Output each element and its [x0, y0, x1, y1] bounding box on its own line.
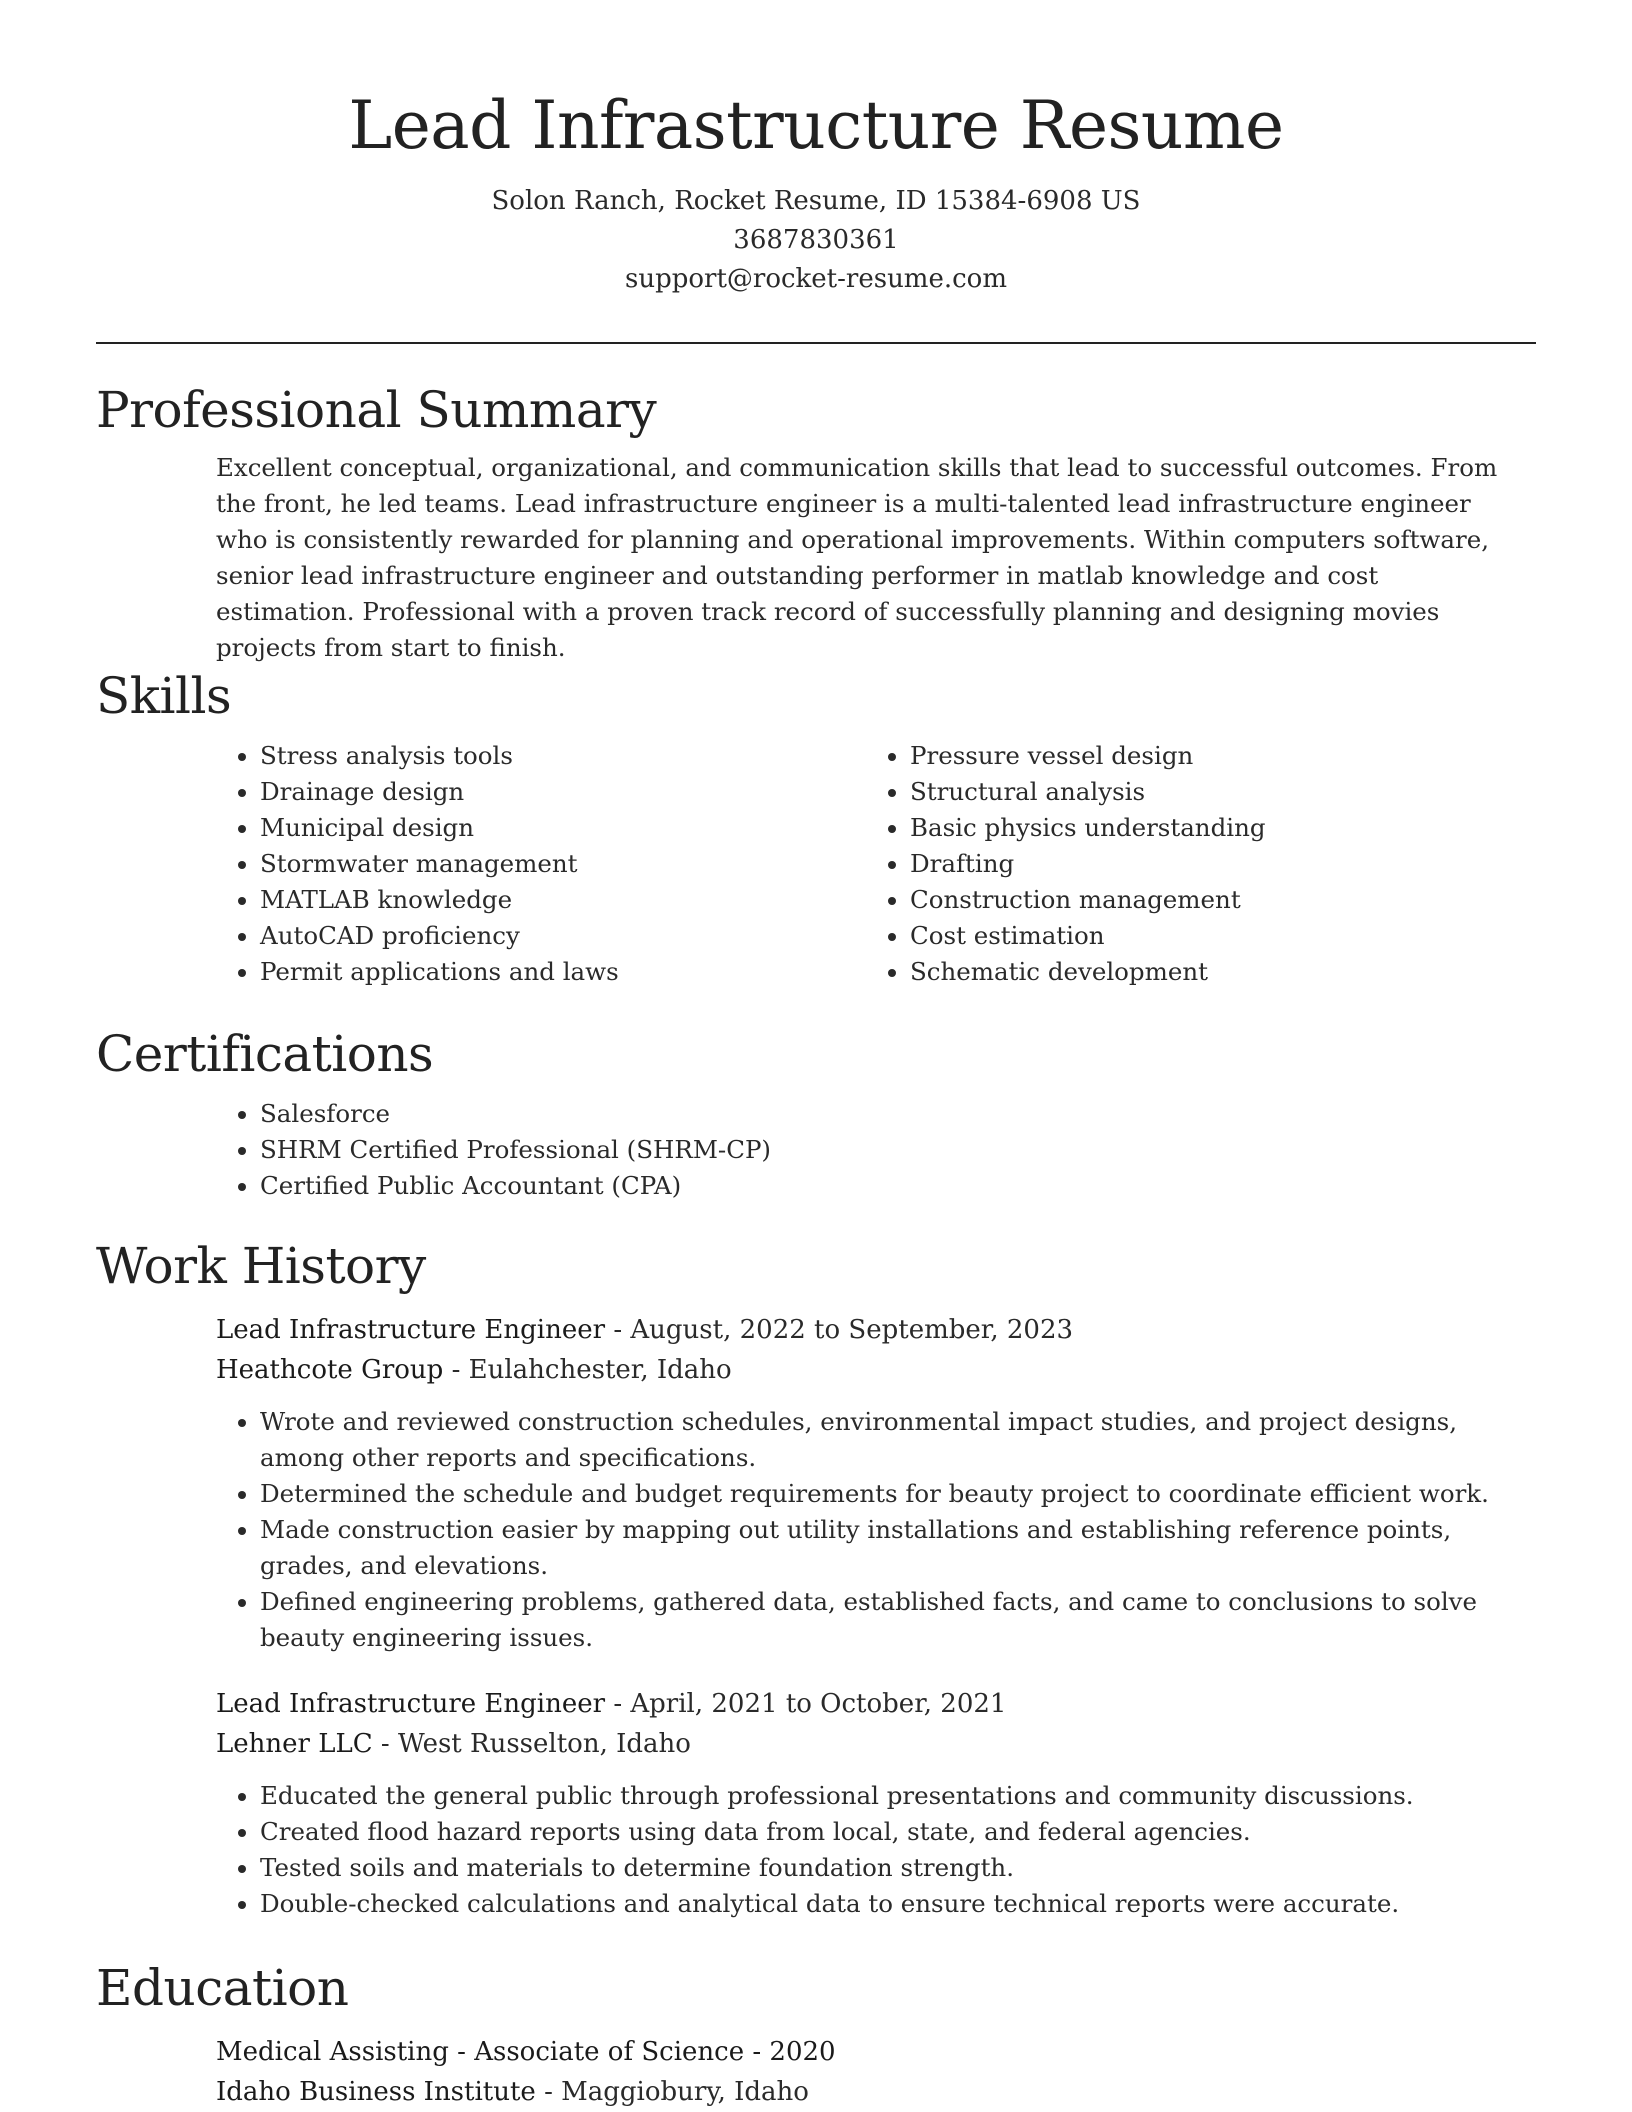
list-item: • MATLAB knowledge — [260, 882, 866, 918]
list-item: • Made construction easier by mapping out utility installations and establishing reference points, grades, and elevations. — [260, 1512, 1500, 1584]
resume-header — [0, 0, 1632, 299]
list-item: • Determined the schedule and budget requirements for beauty project to coordinate efficient work. — [260, 1476, 1500, 1512]
education-heading: Education — [96, 1959, 349, 2017]
job-role: Lead Infrastructure Engineer — [216, 1689, 606, 1719]
job-location: - West Russelton, Idaho — [372, 1729, 691, 1759]
list-item: • Tested soils and materials to determine foundation strength. — [260, 1850, 1500, 1886]
contact-phone: 3687830361 — [733, 225, 899, 255]
job-company-line — [216, 1350, 1536, 1390]
education-location: - Maggiobury, Idaho — [535, 2077, 809, 2107]
list-item: • AutoCAD proficiency — [260, 918, 866, 954]
list-item: • Educated the general public through professional presentations and community discussions. — [260, 1778, 1500, 1814]
contact-block — [0, 182, 1632, 299]
job-bullets — [216, 1404, 1536, 1656]
skills-heading: Skills — [96, 667, 232, 725]
job-location: - Eulahchester, Idaho — [443, 1355, 732, 1385]
skills-list-left — [216, 738, 866, 990]
job-company: Lehner LLC — [216, 1729, 373, 1759]
job-title-line — [216, 1310, 1536, 1350]
education-school-line — [216, 2072, 1536, 2112]
summary-section — [96, 380, 1536, 666]
list-item: • SHRM Certified Professional (SHRM-CP) — [260, 1132, 1536, 1168]
certifications-body — [216, 1096, 1536, 1204]
list-item: • Permit applications and laws — [260, 954, 866, 990]
list-item: • Drainage design — [260, 774, 866, 810]
list-item: • Drafting — [910, 846, 1516, 882]
education-degree: Medical Assisting - Associate of Science - 2020 — [216, 2037, 836, 2067]
list-item: • Municipal design — [260, 810, 866, 846]
list-item: • Double-checked calculations and analytical data to ensure technical reports were accurate. — [260, 1886, 1500, 1922]
skills-column-right — [866, 738, 1516, 990]
list-item: • Basic physics understanding — [910, 810, 1516, 846]
resume-title: Lead Infrastructure Resume — [348, 87, 1284, 164]
summary-heading: Professional Summary — [96, 381, 657, 439]
job-bullets — [216, 1778, 1536, 1922]
work-history-body — [216, 1310, 1536, 1922]
work-history-section — [96, 1236, 1536, 1922]
job-entry — [216, 1310, 1536, 1656]
header-divider — [96, 342, 1536, 344]
certifications-list — [216, 1096, 1536, 1204]
job-dates: - August, 2022 to September, 2023 — [605, 1315, 1074, 1345]
list-item: • Wrote and reviewed construction schedules, environmental impact studies, and project designs, among other reports and specifications. — [260, 1404, 1500, 1476]
job-company-line — [216, 1724, 1536, 1764]
list-item: • Structural analysis — [910, 774, 1516, 810]
job-company: Heathcote Group — [216, 1355, 444, 1385]
job-dates: - April, 2021 to October, 2021 — [605, 1689, 1007, 1719]
list-item: • Pressure vessel design — [910, 738, 1516, 774]
education-section — [96, 1958, 1536, 2112]
certifications-heading: Certifications — [96, 1025, 434, 1083]
list-item: • Defined engineering problems, gathered data, established facts, and came to conclusions to solve beauty engineering issues. — [260, 1584, 1500, 1656]
list-item: • Salesforce — [260, 1096, 1536, 1132]
list-item: • Schematic development — [910, 954, 1516, 990]
contact-email: support@rocket-resume.com — [624, 264, 1007, 294]
skills-column-left — [216, 738, 866, 990]
job-role: Lead Infrastructure Engineer — [216, 1315, 606, 1345]
list-item: • Stormwater management — [260, 846, 866, 882]
summary-text: Excellent conceptual, organizational, and communication skills that lead to successful outcomes. From the front, he led teams. Lead infrastructure engineer is a multi-talented lead infrastructure engineer who is consistently rewarded for planning and operational improvements. Within computers software, senior lead infrastructure engineer and outstanding performer in matlab knowledge and cost estimation. Professional with a proven track record of successfully planning and designing movies projects from start to finish. — [216, 453, 1498, 662]
list-item: • Created flood hazard reports using data from local, state, and federal agencies. — [260, 1814, 1500, 1850]
job-title-line — [216, 1684, 1536, 1724]
list-item: • Cost estimation — [910, 918, 1516, 954]
list-item: • Construction management — [910, 882, 1516, 918]
skills-columns — [216, 738, 1536, 990]
contact-address: Solon Ranch, Rocket Resume, ID 15384-6908 US — [491, 186, 1141, 216]
list-item: • Certified Public Accountant (CPA) — [260, 1168, 1536, 1204]
education-school: Idaho Business Institute — [216, 2077, 536, 2107]
skills-section — [96, 666, 1536, 990]
skills-list-right — [866, 738, 1516, 990]
list-item: • Stress analysis tools — [260, 738, 866, 774]
certifications-section — [96, 1024, 1536, 1204]
job-entry — [216, 1684, 1536, 1922]
work-history-heading: Work History — [96, 1237, 426, 1295]
education-body — [216, 2032, 1536, 2112]
